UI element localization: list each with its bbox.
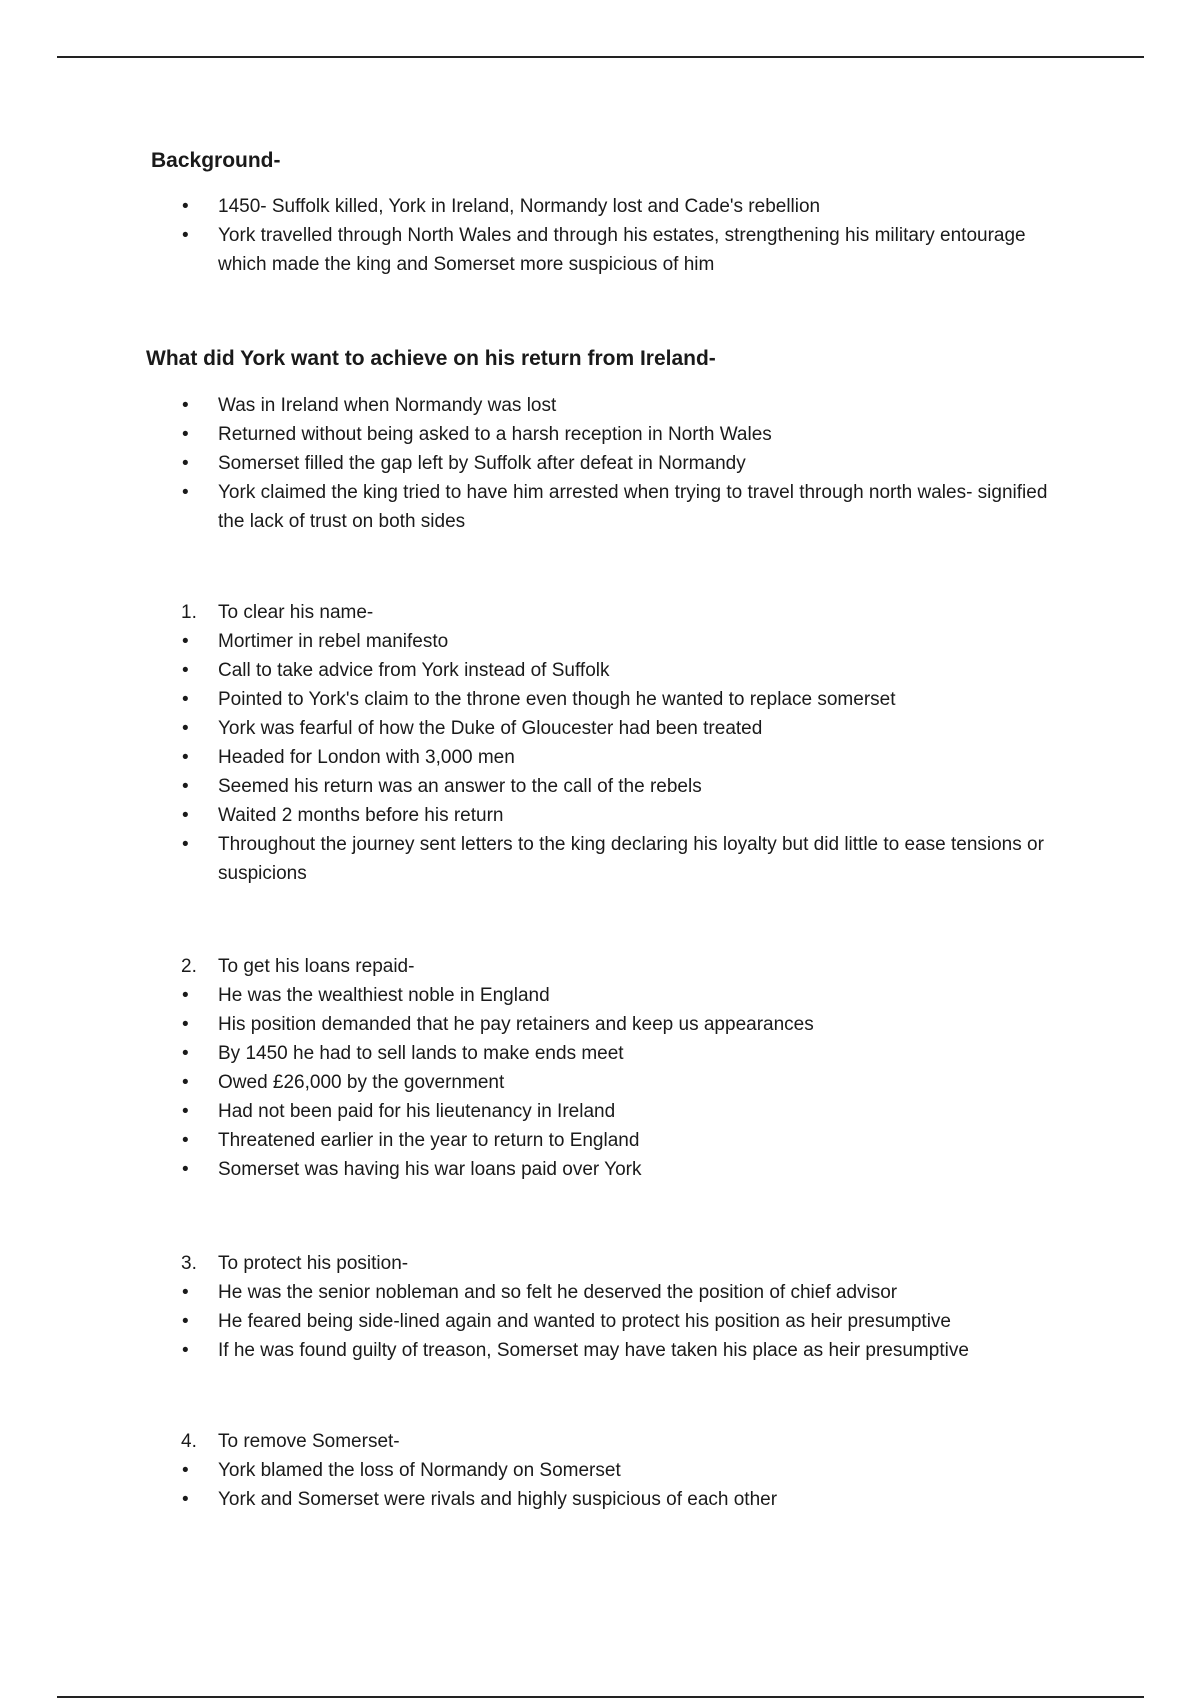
bullet-icon: • — [182, 482, 189, 503]
bullet-icon: • — [182, 225, 189, 246]
bullet-icon: • — [182, 1101, 189, 1122]
list-item-text: His position demanded that he pay retainers and keep us appearances — [218, 1014, 814, 1035]
bullet-icon: • — [182, 1282, 189, 1303]
section-number: 1. — [181, 602, 197, 623]
list-item — [0, 1307, 1048, 1336]
list-item-text: York travelled through North Wales and through his estates, strengthening his military entourage which made the king and Somerset more suspicious of him — [218, 225, 1026, 275]
bullet-icon: • — [182, 747, 189, 768]
bullet-icon: • — [182, 776, 189, 797]
bullet-icon: • — [182, 834, 189, 855]
want-heading: What did York want to achieve on his return from Ireland- — [146, 347, 716, 370]
section-protect-position — [0, 1249, 1048, 1365]
bullet-icon: • — [182, 1159, 189, 1180]
list-item — [0, 743, 1048, 772]
list-item-text: Call to take advice from York instead of Suffolk — [218, 660, 610, 681]
bullet-icon: • — [182, 395, 189, 416]
list-item — [0, 714, 1048, 743]
list-item-text: Returned without being asked to a harsh reception in North Wales — [218, 424, 772, 445]
section-title — [0, 598, 1048, 627]
list-item-text: Had not been paid for his lieutenancy in Ireland — [218, 1101, 616, 1122]
bullet-icon: • — [182, 1311, 189, 1332]
bullet-icon: • — [182, 985, 189, 1006]
bullet-icon: • — [182, 1072, 189, 1093]
list-item-text: Somerset filled the gap left by Suffolk after defeat in Normandy — [218, 453, 746, 474]
list-item-text: Pointed to York's claim to the throne even though he wanted to replace somerset — [218, 689, 896, 710]
section-title — [0, 952, 1048, 981]
section-number: 3. — [181, 1253, 197, 1274]
bullet-icon: • — [182, 1489, 189, 1510]
bullet-icon: • — [182, 1340, 189, 1361]
section-number: 2. — [181, 956, 197, 977]
list-item — [0, 420, 1048, 449]
list-item — [0, 478, 1048, 536]
want-list — [0, 391, 1048, 536]
bullet-icon: • — [182, 1460, 189, 1481]
list-item — [0, 627, 1048, 656]
section-clear-name — [0, 598, 1048, 888]
section-title-text: To clear his name- — [218, 602, 374, 623]
list-item-text: Headed for London with 3,000 men — [218, 747, 515, 768]
list-item — [0, 1155, 1048, 1184]
section-title — [0, 1249, 1048, 1278]
list-item — [0, 1010, 1048, 1039]
list-item-text: York blamed the loss of Normandy on Somerset — [218, 1460, 621, 1481]
list-item — [0, 772, 1048, 801]
bullet-icon: • — [182, 660, 189, 681]
list-item-text: Was in Ireland when Normandy was lost — [218, 395, 557, 416]
list-item-text: Threatened earlier in the year to return to England — [218, 1130, 640, 1151]
footer-rule — [57, 1696, 1144, 1698]
section-remove-somerset — [0, 1427, 1048, 1514]
bullet-icon: • — [182, 1014, 189, 1035]
bullet-icon: • — [182, 718, 189, 739]
list-item-text: Seemed his return was an answer to the call of the rebels — [218, 776, 702, 797]
list-item-text: Throughout the journey sent letters to the king declaring his loyalty but did little to ease tensions or suspicions — [218, 834, 1044, 884]
list-item — [0, 1097, 1048, 1126]
list-item-text: York and Somerset were rivals and highly suspicious of each other — [218, 1489, 778, 1510]
list-item — [0, 981, 1048, 1010]
list-item-text: He was the senior nobleman and so felt he deserved the position of chief advisor — [218, 1282, 898, 1303]
bullet-icon: • — [182, 631, 189, 652]
list-item-text: By 1450 he had to sell lands to make ends meet — [218, 1043, 624, 1064]
list-item — [0, 192, 1048, 221]
list-item — [0, 1278, 1048, 1307]
list-item — [0, 221, 1048, 279]
section-loans-repaid — [0, 952, 1048, 1184]
list-item — [0, 801, 1048, 830]
list-item-text: If he was found guilty of treason, Somerset may have taken his place as heir presumptive — [218, 1340, 969, 1361]
list-item — [0, 1456, 1048, 1485]
list-item — [0, 391, 1048, 420]
section-title-text: To remove Somerset- — [218, 1431, 400, 1452]
background-list — [0, 192, 1048, 279]
list-item-text: York claimed the king tried to have him arrested when trying to travel through north wales- signified the lack of trust on both sides — [218, 482, 1048, 532]
list-item-text: Owed £26,000 by the government — [218, 1072, 505, 1093]
bullet-icon: • — [182, 1130, 189, 1151]
list-item-text: 1450- Suffolk killed, York in Ireland, Normandy lost and Cade's rebellion — [218, 196, 821, 217]
section-title-text: To get his loans repaid- — [218, 956, 415, 977]
list-item — [0, 1336, 1048, 1365]
bullet-icon: • — [182, 196, 189, 217]
bullet-icon: • — [182, 805, 189, 826]
list-item — [0, 1039, 1048, 1068]
list-item-text: He feared being side-lined again and wanted to protect his position as heir presumptive — [218, 1311, 952, 1332]
list-item — [0, 656, 1048, 685]
section-title-text: To protect his position- — [218, 1253, 409, 1274]
list-item — [0, 1485, 1048, 1514]
list-item-text: Waited 2 months before his return — [218, 805, 504, 826]
list-item — [0, 685, 1048, 714]
list-item-text: He was the wealthiest noble in England — [218, 985, 550, 1006]
list-item-text: Mortimer in rebel manifesto — [218, 631, 449, 652]
bullet-icon: • — [182, 1043, 189, 1064]
list-item — [0, 830, 1048, 888]
section-number: 4. — [181, 1431, 197, 1452]
list-item-text: York was fearful of how the Duke of Gloucester had been treated — [218, 718, 763, 739]
bullet-icon: • — [182, 453, 189, 474]
bullet-icon: • — [182, 424, 189, 445]
list-item-text: Somerset was having his war loans paid over York — [218, 1159, 642, 1180]
background-heading: Background- — [151, 149, 281, 172]
header-rule — [57, 56, 1144, 58]
bullet-icon: • — [182, 689, 189, 710]
section-title — [0, 1427, 1048, 1456]
list-item — [0, 1126, 1048, 1155]
list-item — [0, 449, 1048, 478]
list-item — [0, 1068, 1048, 1097]
